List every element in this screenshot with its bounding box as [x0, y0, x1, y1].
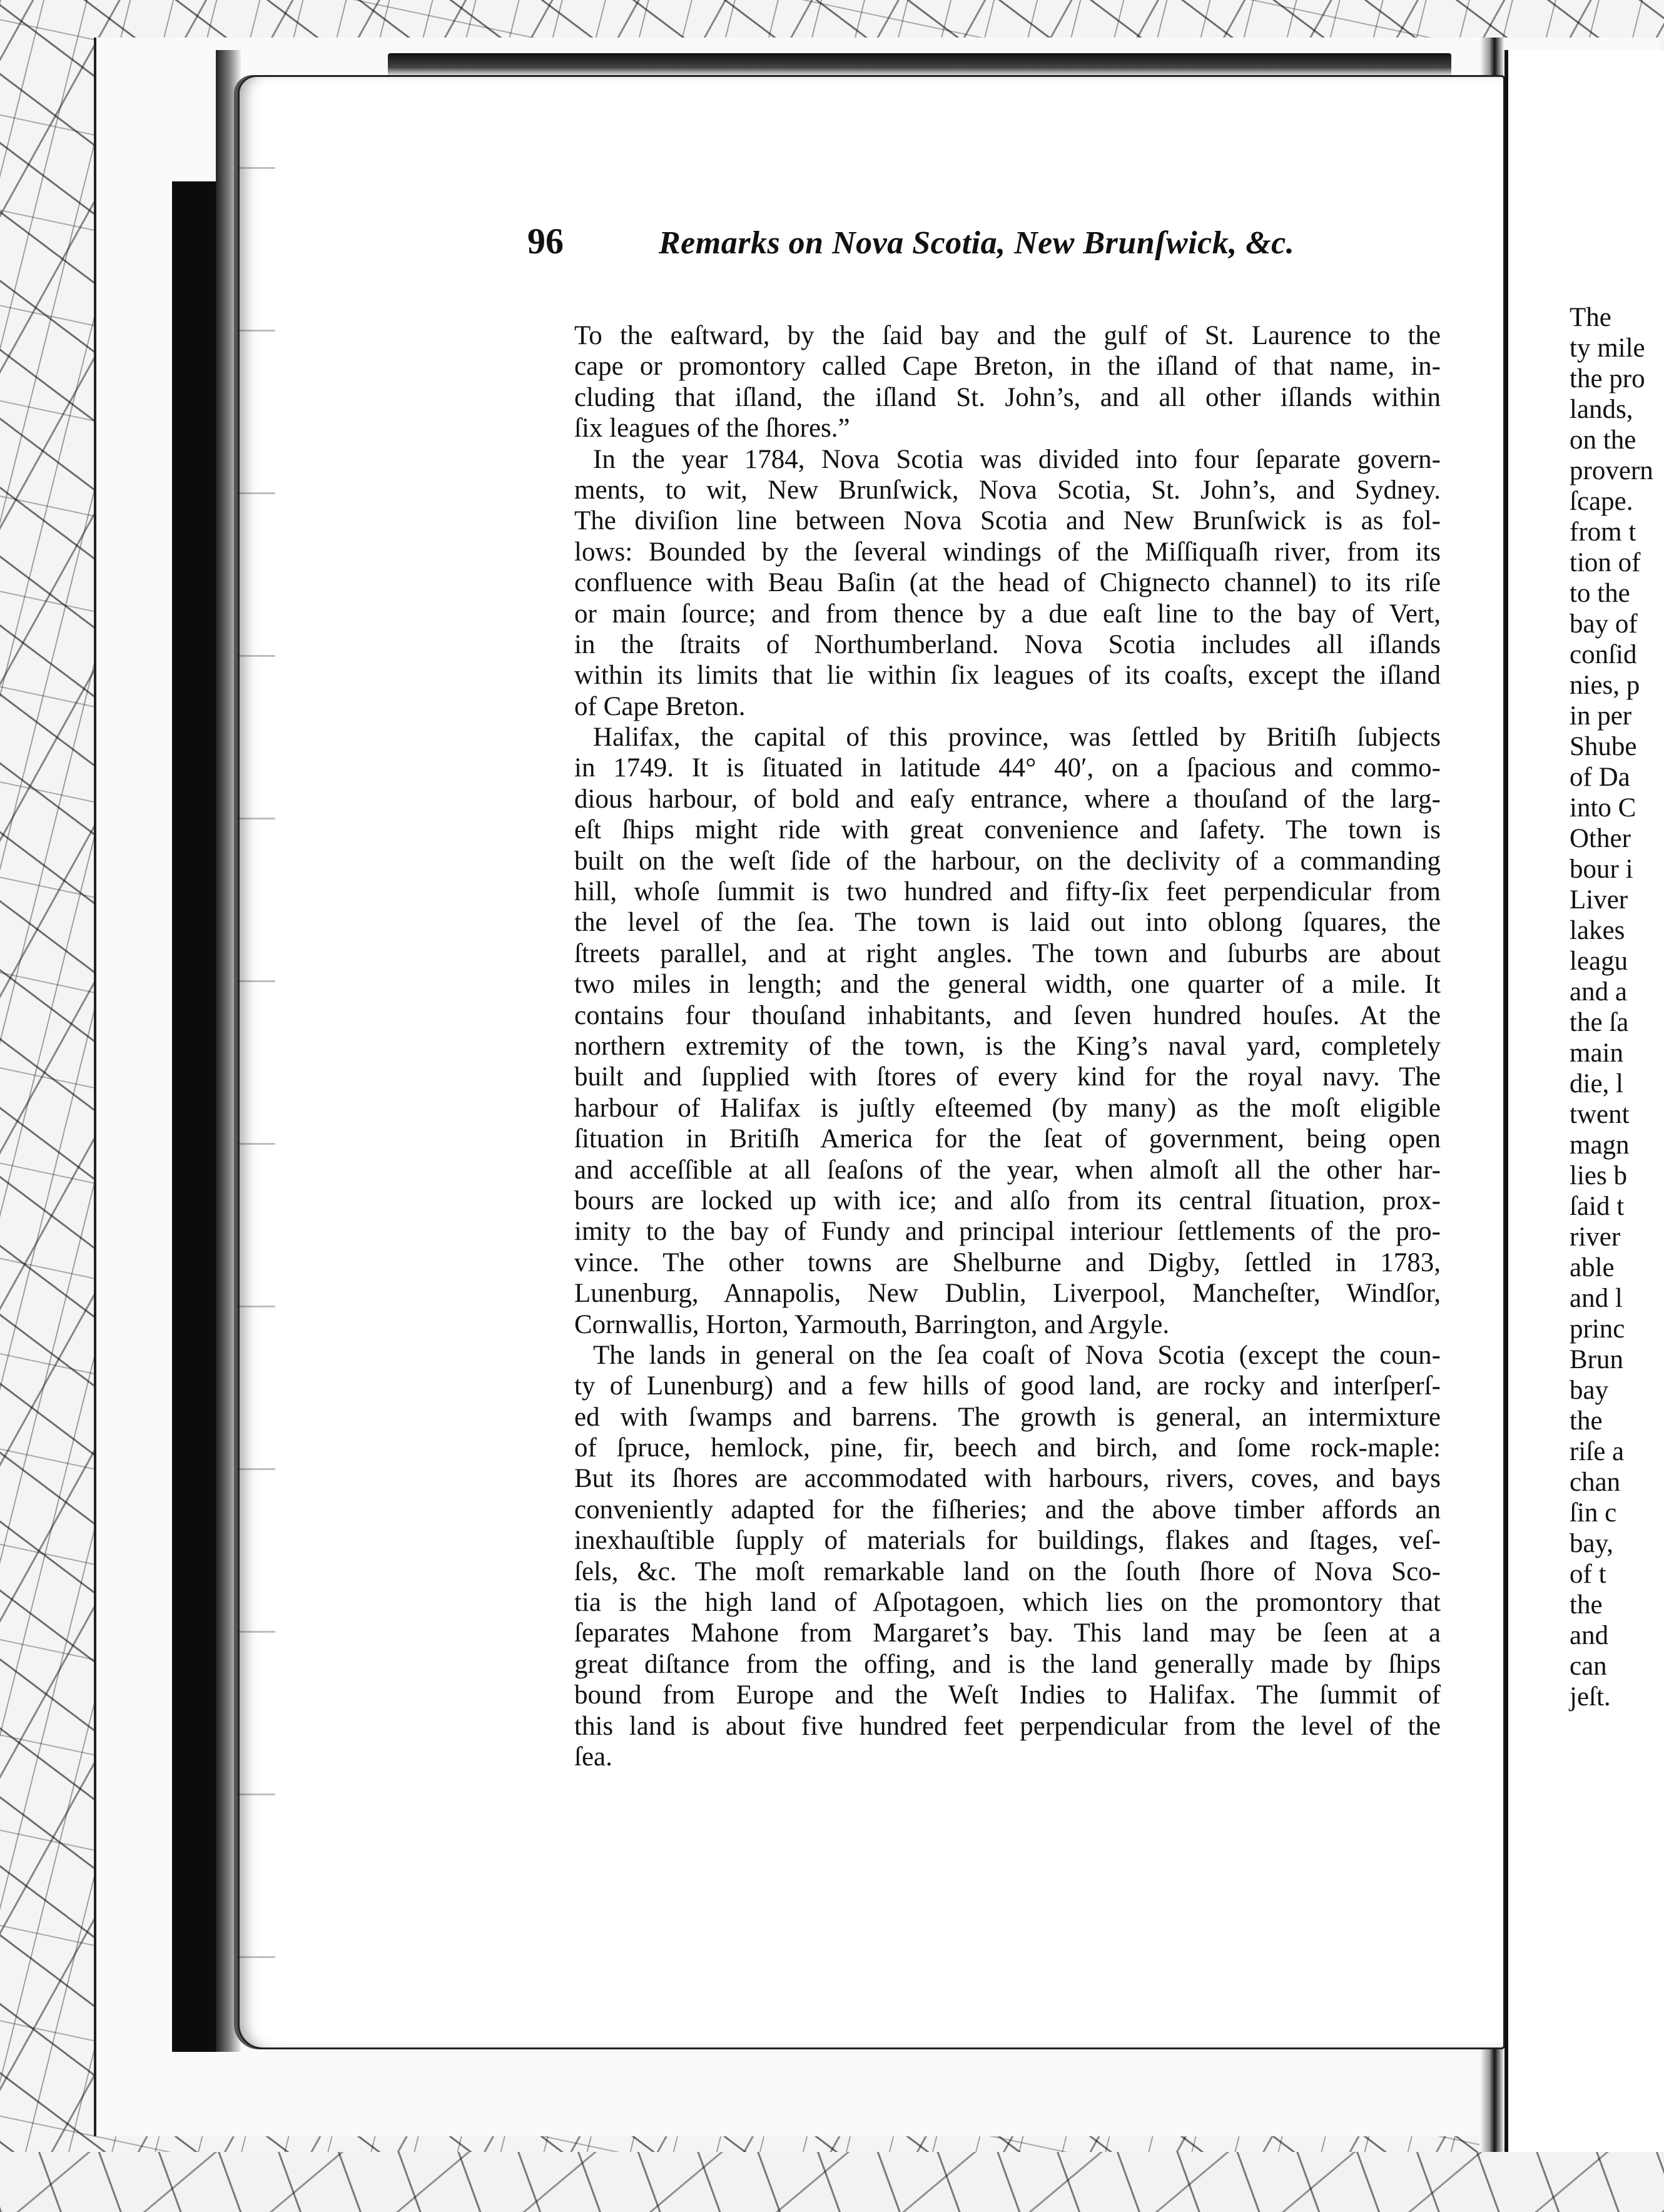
running-head: Remarks on Nova Scotia, New Brunſwick, &c.: [659, 225, 1295, 261]
text-line: cluding that iſland, the iſland St. John’s, and all other iſlands within: [574, 382, 1441, 412]
text-line: in the ſtraits of Northumberland. Nova Scotia includes all iſlands: [574, 629, 1441, 659]
page-number: 96: [527, 221, 564, 261]
text-line: two miles in length; and the general width, one quarter of a mile. It: [574, 970, 1441, 1000]
facing-page-line: riſe a: [1570, 1437, 1625, 1466]
text-line: of Cape Breton.: [574, 691, 746, 721]
facing-page-line: ſcape.: [1570, 487, 1633, 516]
facing-page-line: ty mile: [1570, 333, 1645, 363]
facing-page-line: and l: [1570, 1284, 1623, 1313]
text-line: conveniently adapted for the fiſheries; and the above timber affords an: [574, 1494, 1441, 1525]
text-line: ſels, &c. The moſt remarkable land on the ſouth ſhore of Nova Sco-: [574, 1556, 1441, 1586]
facing-page-line: lands,: [1570, 395, 1633, 424]
facing-page-line: provern: [1570, 456, 1653, 485]
text-line: ty of Lunenburg) and a few hills of good land, are rocky and interſperſ-: [574, 1371, 1441, 1401]
facing-page-line: bour i: [1570, 855, 1633, 884]
top-binding-strip: [388, 53, 1451, 77]
page-body-text: [574, 320, 1441, 1772]
facing-page-text: [1508, 302, 1664, 1712]
facing-page-line: lakes: [1570, 916, 1625, 945]
facing-page-line: the ſa: [1570, 1008, 1629, 1037]
text-line: ſtreets parallel, and at right angles. The town and ſuburbs are about: [574, 938, 1441, 968]
facing-page-line: the: [1570, 1406, 1603, 1436]
facing-page-line: lies b: [1570, 1161, 1627, 1190]
ragged-page-edge: [238, 75, 275, 2046]
facing-page-line: conſid: [1570, 640, 1637, 669]
text-line: northern extremity of the town, is the King’s naval yard, completely: [574, 1031, 1441, 1061]
facing-page-line: to the: [1570, 579, 1630, 608]
facing-page-line: into C: [1570, 793, 1636, 823]
facing-page-line: able: [1570, 1253, 1615, 1282]
facing-page-line: princ: [1570, 1314, 1625, 1344]
marbled-bottom-edge: [0, 2152, 1664, 2212]
facing-page-line: Liver: [1570, 885, 1628, 915]
facing-page-line: of t: [1570, 1560, 1606, 1589]
text-line: this land is about five hundred feet perpendicular from the level of the: [574, 1711, 1441, 1741]
text-line: and acceſſible at all ſeaſons of the year, when almoſt all the other har-: [574, 1155, 1441, 1185]
facing-page-line: main: [1570, 1038, 1623, 1068]
facing-page-line: on the: [1570, 425, 1636, 455]
text-line: The lands in general on the ſea coaſt of Nova Scotia (except the coun-: [593, 1340, 1441, 1370]
facing-page-line: tion of: [1570, 548, 1641, 577]
facing-page-line: and a: [1570, 977, 1627, 1007]
facing-page-line: can: [1570, 1651, 1607, 1681]
facing-page-line: from t: [1570, 517, 1636, 547]
facing-page-line: jeſt.: [1570, 1682, 1611, 1712]
page-edge-gradient: [216, 50, 241, 2052]
text-line: contains four thouſand inhabitants, and ſeven hundred houſes. At the: [574, 1000, 1441, 1030]
text-line: vince. The other towns are Shelburne and Digby, ſettled in 1783,: [574, 1247, 1441, 1277]
text-line: eſt ſhips might ride with great convenience and ſafety. The town is: [574, 815, 1441, 845]
text-line: in 1749. It is ſituated in latitude 44° 40′, on a ſpacious and commo-: [574, 753, 1441, 783]
text-line: the level of the ſea. The town is laid out into oblong ſquares, the: [574, 908, 1441, 938]
text-line: The diviſion line between Nova Scotia and New Brunſwick is as fol-: [574, 506, 1441, 536]
text-line: harbour of Halifax is juſtly eſteemed (by many) as the moſt eligible: [574, 1093, 1441, 1123]
text-line: great diſtance from the offing, and is the land generally made by ſhips: [574, 1649, 1441, 1679]
text-line: or main ſource; and from thence by a due eaſt line to the bay of Vert,: [574, 599, 1441, 629]
text-line: To the eaſtward, by the ſaid bay and the gulf of St. Laurence to the: [574, 321, 1441, 350]
facing-page-line: in per: [1570, 701, 1632, 731]
text-line: Halifax, the capital of this province, was ſettled by Britiſh ſubjects: [593, 723, 1441, 753]
text-line: of ſpruce, hemlock, pine, fir, beech and birch, and ſome rock-maple:: [574, 1433, 1441, 1463]
facing-page-line: Brun: [1570, 1345, 1623, 1374]
text-line: built on the weſt ſide of the harbour, on the declivity of a commanding: [574, 846, 1441, 876]
facing-page-line: ſaid t: [1570, 1192, 1625, 1221]
facing-page-line: Other: [1570, 824, 1631, 853]
facing-page-line: the pro: [1570, 364, 1645, 393]
facing-page-line: the: [1570, 1590, 1603, 1620]
text-line: ſix leagues of the ſhores.”: [574, 413, 850, 444]
facing-page-line: chan: [1570, 1468, 1621, 1497]
facing-page-line: die, l: [1570, 1069, 1623, 1098]
page-header: [527, 220, 1472, 270]
text-line: cape or promontory called Cape Breton, in the iſland of that name, in-: [574, 352, 1441, 382]
facing-page-line: and: [1570, 1621, 1609, 1650]
facing-page-line: bay of: [1570, 609, 1638, 639]
facing-page-line: leagu: [1570, 946, 1628, 976]
facing-page-line: river: [1570, 1222, 1621, 1252]
text-line: imity to the bay of Fundy and principal interiour ſettlements of the pro-: [574, 1217, 1441, 1247]
facing-page-line: nies, p: [1570, 671, 1640, 700]
text-line: built and ſupplied with ſtores of every kind for the royal navy. The: [574, 1062, 1441, 1092]
text-line: ſituation in Britiſh America for the ſeat of government, being open: [574, 1124, 1441, 1154]
text-line: tia is the high land of Aſpotagoen, which lies on the promontory that: [574, 1588, 1441, 1618]
text-line: ſea.: [574, 1742, 612, 1772]
text-line: dious harbour, of bold and eaſy entrance, where a thouſand of the larg-: [574, 784, 1441, 814]
text-line: In the year 1784, Nova Scotia was divided into four ſeparate govern-: [593, 444, 1441, 474]
text-line: hill, whoſe ſummit is two hundred and fifty-ſix feet perpendicular from: [574, 877, 1441, 907]
text-line: within its limits that lie within ſix leagues of its coaſts, except the iſland: [574, 661, 1441, 691]
text-line: But its ſhores are accommodated with harbours, rivers, coves, and bays: [574, 1464, 1441, 1494]
text-line: Lunenburg, Annapolis, New Dublin, Liverpool, Mancheſter, Windſor,: [574, 1279, 1441, 1309]
facing-page-line: The: [1570, 303, 1611, 332]
text-line: Cornwallis, Horton, Yarmouth, Barrington, and Argyle.: [574, 1309, 1170, 1339]
text-line: lows: Bounded by the ſeveral windings of the Miſſiquaſh river, from its: [574, 537, 1441, 567]
facing-page-line: magn: [1570, 1130, 1630, 1160]
text-line: inexhauſtible ſupply of materials for buildings, flakes and ſtages, veſ-: [574, 1526, 1441, 1556]
facing-page-line: bay,: [1570, 1529, 1614, 1558]
text-line: bound from Europe and the Weſt Indies to Halifax. The ſummit of: [574, 1680, 1441, 1710]
text-line: ments, to wit, New Brunſwick, Nova Scotia, St. John’s, and Sydney.: [574, 475, 1441, 505]
text-line: bours are locked up with ice; and alſo from its central ſituation, prox-: [574, 1185, 1441, 1215]
text-line: ed with ſwamps and barrens. The growth is general, an intermixture: [574, 1402, 1441, 1432]
facing-page-line: of Da: [1570, 763, 1630, 792]
facing-page: [1504, 50, 1664, 2189]
text-line: confluence with Beau Baſin (at the head of Chignecto channel) to its riſe: [574, 568, 1441, 598]
facing-page-line: twent: [1570, 1100, 1630, 1129]
facing-page-line: bay: [1570, 1376, 1609, 1405]
page-edge-shadow: [172, 181, 222, 2052]
facing-page-line: ſin c: [1570, 1498, 1617, 1528]
text-line: ſeparates Mahone from Margaret’s bay. This land may be ſeen at a: [574, 1618, 1441, 1648]
facing-page-line: Shube: [1570, 732, 1637, 761]
